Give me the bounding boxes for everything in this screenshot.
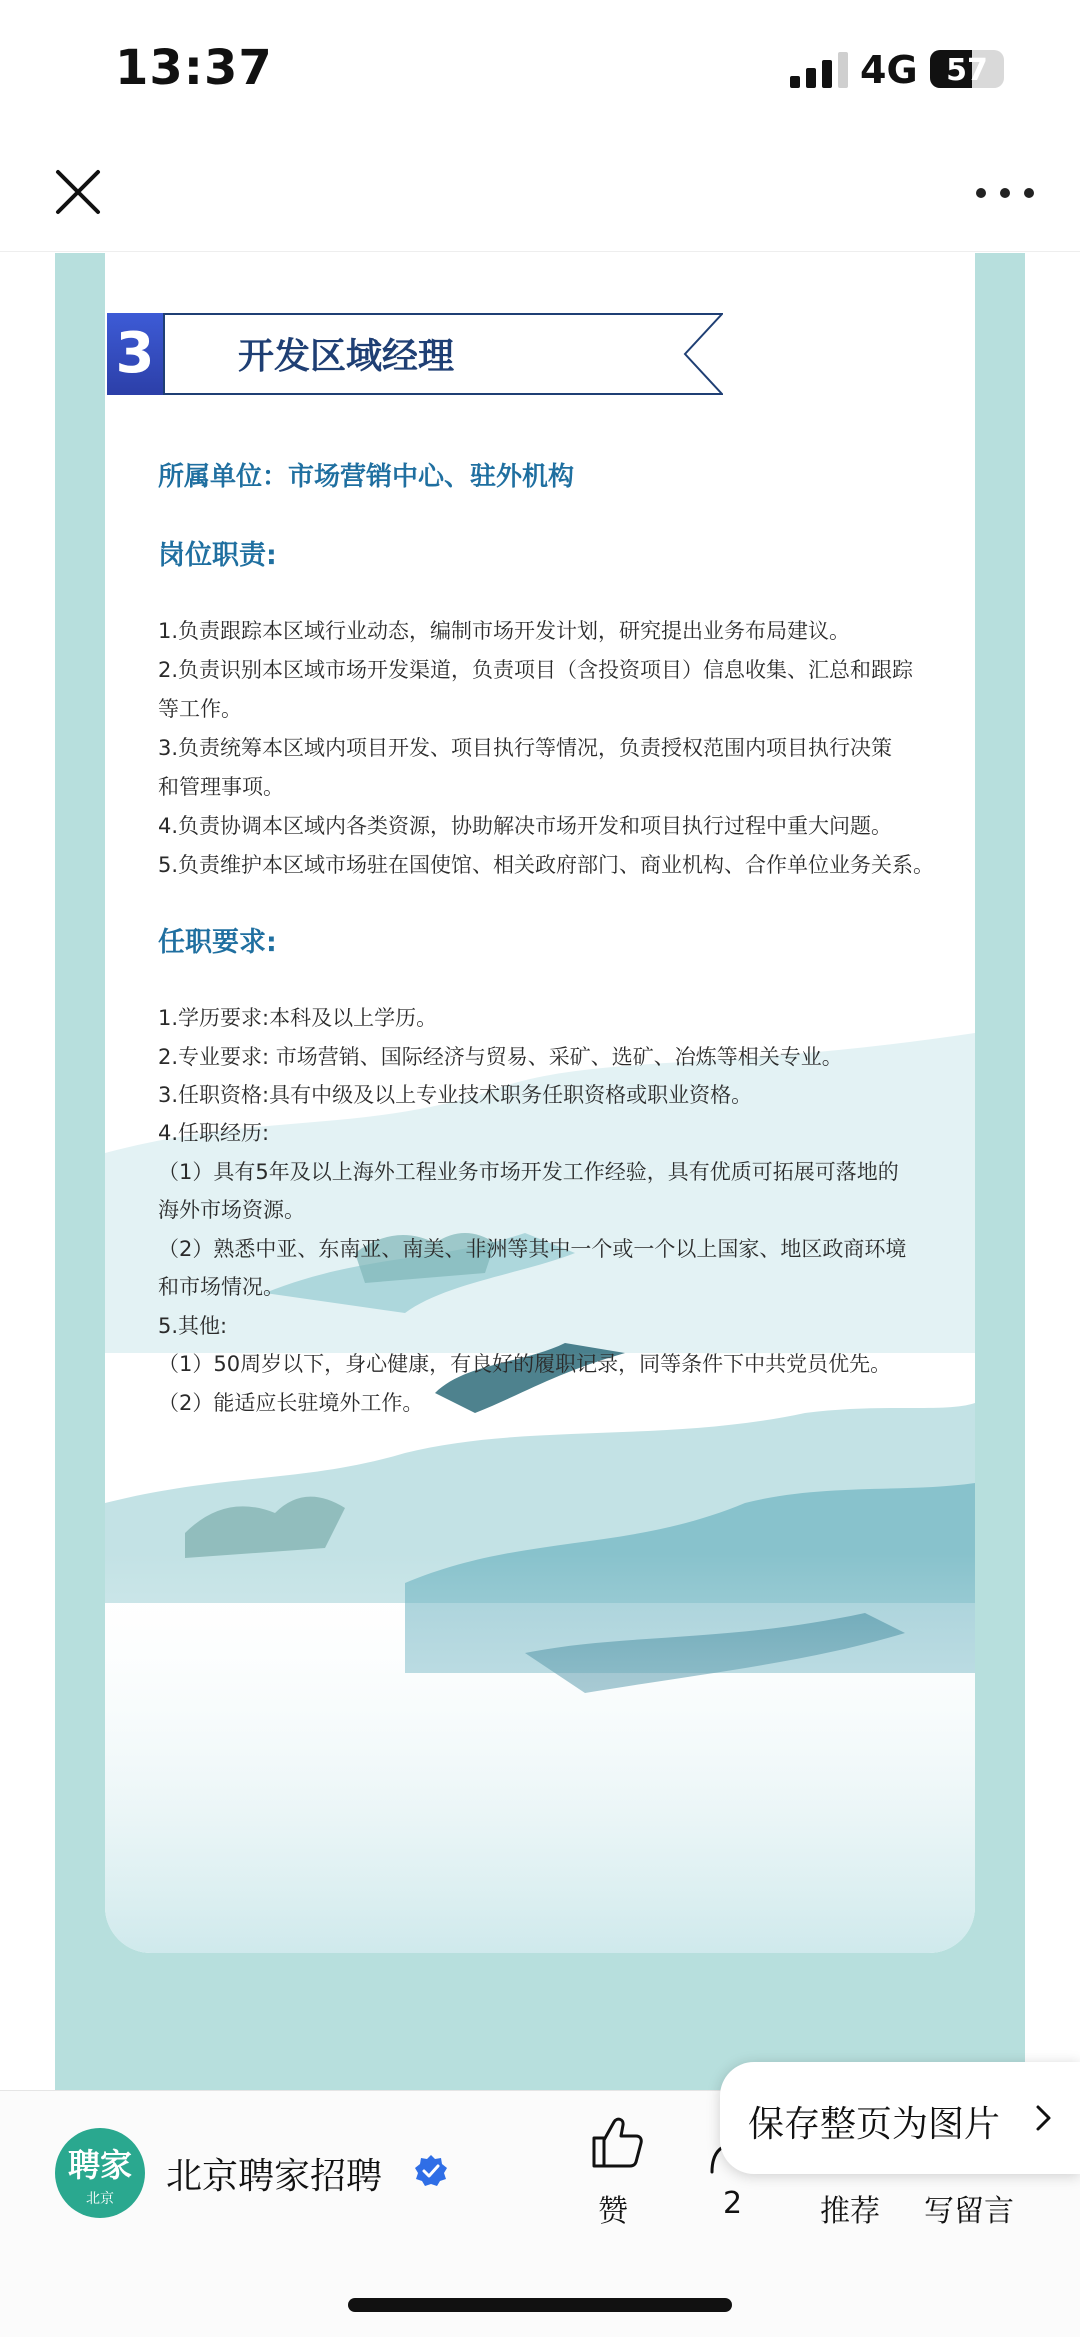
duty-line: 4.负责协调本区域内各类资源，协助解决市场开发和项目执行过程中重大问题。 [158,814,893,838]
verified-badge-icon [414,2154,448,2188]
status-bar [0,0,1080,140]
account-name[interactable]: 北京聘家招聘 [166,2156,383,2197]
duty-line: 5.负责维护本区域市场驻在国使馆、相关政府部门、商业机构、合作单位业务关系。 [158,853,935,877]
nav-bar [0,140,1080,252]
duty-line: 3.负责统筹本区域内项目开发、项目执行等情况，负责授权范围内项目执行决策 [158,736,893,760]
share-count[interactable]: 2 [723,2186,743,2221]
close-icon[interactable] [48,162,108,222]
job-title: 开发区域经理 [238,336,455,377]
save-page-as-image-button[interactable] [720,2062,1080,2174]
battery-percent: 57 [946,53,988,88]
avatar[interactable] [55,2128,145,2218]
more-horizontal-icon[interactable] [970,164,1040,220]
requirement-line: （2）熟悉中亚、东南亚、南美、非洲等其中一个或一个以上国家、地区政商环境 [158,1237,907,1261]
requirement-line: 4.任职经历: [158,1121,270,1145]
requirement-line: （2）能适应长驻境外工作。 [158,1391,424,1415]
thumbs-up-icon[interactable] [588,2112,648,2172]
duty-line: 等工作。 [158,697,242,721]
avatar-title: 聘家 [67,2146,132,2184]
requirement-line: （1）具有5年及以上海外工程业务市场开发工作经验，具有优质可拓展可落地的 [158,1160,899,1184]
requirement-line: 和市场情况。 [158,1275,284,1299]
like-button[interactable]: 赞 [598,2194,628,2229]
requirement-line: 2.专业要求: 市场营销、国际经济与贸易、采矿、选矿、冶炼等相关专业。 [158,1045,843,1069]
battery-icon [930,50,1004,88]
department-line: 所属单位：市场营销中心、驻外机构 [158,462,575,492]
requirement-line: 1.学历要求:本科及以上学历。 [158,1006,438,1030]
requirement-line: 3.任职资格:具有中级及以上专业技术职务任职资格或职业资格。 [158,1083,753,1107]
recommend-button[interactable]: 推荐 [820,2194,880,2229]
write-comment-button[interactable]: 写留言 [924,2194,1014,2229]
avatar-subtitle: 北京 [86,2191,114,2207]
requirements-heading: 任职要求: [158,927,277,958]
home-indicator [348,2298,732,2312]
duty-line: 1.负责跟踪本区域行业动态，编制市场开发计划，研究提出业务布局建议。 [158,619,851,643]
chevron-right-icon [1030,2102,1056,2134]
duty-line: 2.负责识别本区域市场开发渠道，负责项目（含投资项目）信息收集、汇总和跟踪 [158,658,914,682]
status-time: 13:37 [115,40,273,96]
section-number-badge: 3 [107,313,163,395]
network-type: 4G [860,48,918,92]
requirement-line: 海外市场资源。 [158,1198,305,1222]
signal-icon [790,52,848,88]
duty-line: 和管理事项。 [158,775,284,799]
save-page-label: 保存整页为图片 [748,2104,1001,2145]
duties-heading: 岗位职责: [158,540,277,571]
requirement-line: 5.其他: [158,1314,228,1338]
requirement-line: （1）50周岁以下，身心健康，有良好的履职记录，同等条件下中共党员优先。 [158,1352,892,1376]
